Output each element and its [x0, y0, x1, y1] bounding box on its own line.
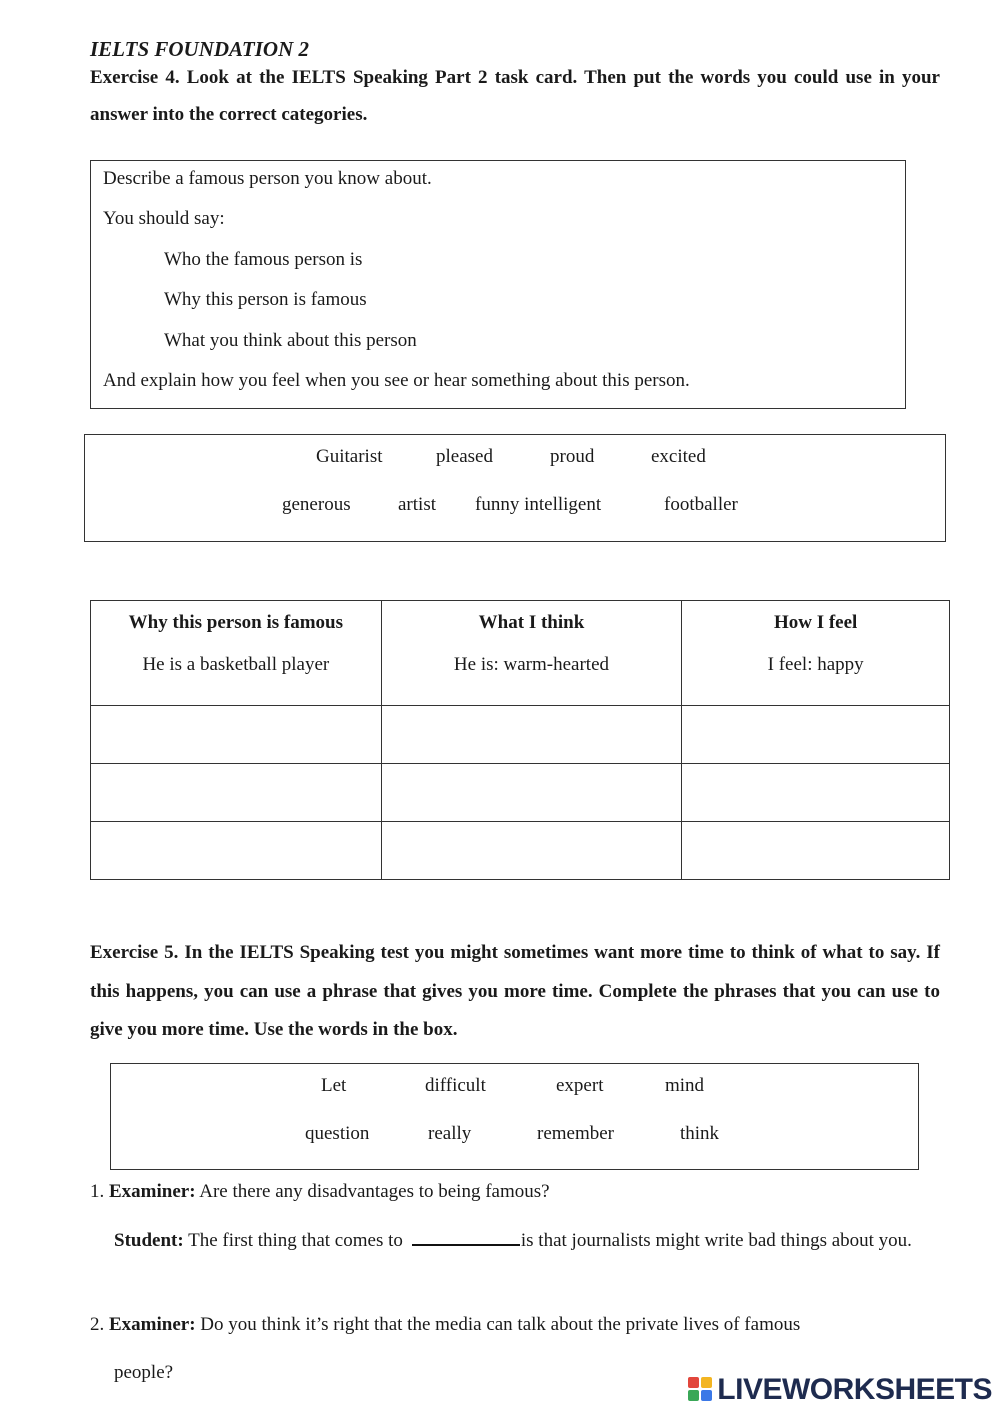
student-text-before: The first thing that comes to	[188, 1230, 403, 1251]
task-card-prompt: Describe a famous person you know about.	[103, 168, 432, 189]
logo-text: LIVEWORKSHEETS	[717, 1373, 992, 1406]
table-header-row	[91, 601, 950, 706]
logo-mark-icon	[688, 1377, 714, 1403]
liveworksheets-logo[interactable]	[688, 1373, 992, 1407]
answer-drop-cell[interactable]	[682, 764, 950, 822]
exercise-5-label: Exercise 5	[90, 942, 174, 963]
task-card-point: What you think about this person	[164, 330, 417, 351]
word-chip[interactable]: artist	[398, 494, 436, 515]
task-card	[90, 160, 906, 409]
exercise-5-instruction-text: . In the IELTS Speaking test you might sometimes want more time to think of what to say. If this happens, you can use a phrase that gives you more time. Complete the phrases that you can use to give you more time. Use the words in the box.	[90, 942, 940, 1040]
word-chip[interactable]: really	[428, 1123, 472, 1144]
answer-drop-cell[interactable]	[381, 764, 682, 822]
question-number: 2.	[90, 1314, 105, 1335]
table-cell	[682, 601, 950, 706]
task-card-should-say: You should say:	[103, 208, 225, 229]
example-answer: I feel: happy	[767, 654, 864, 675]
examiner-label: Examiner:	[109, 1314, 196, 1335]
word-chip[interactable]: mind	[665, 1075, 705, 1096]
exercise-4-instruction: Exercise 4. Look at the IELTS Speaking Part 2 task card. Then put the words you could use in your answer into the correct categories.	[90, 67, 940, 125]
word-chip[interactable]: expert	[556, 1075, 604, 1096]
document-title: IELTS FOUNDATION 2	[90, 37, 309, 61]
student-label: Student:	[114, 1230, 184, 1251]
word-chip[interactable]: question	[305, 1123, 370, 1144]
table-cell	[91, 601, 382, 706]
table-cell	[381, 601, 682, 706]
word-box-exercise-4	[84, 434, 946, 542]
answer-drop-cell[interactable]	[91, 764, 382, 822]
category-table	[90, 600, 950, 880]
word-chip[interactable]: difficult	[425, 1075, 486, 1096]
answer-drop-cell[interactable]	[91, 822, 382, 880]
answer-drop-cell[interactable]	[381, 706, 682, 764]
answer-drop-cell[interactable]	[682, 822, 950, 880]
answer-row	[91, 706, 950, 764]
word-chip[interactable]: generous	[282, 494, 351, 515]
answer-row	[91, 764, 950, 822]
answer-blank[interactable]	[412, 1228, 520, 1246]
examiner-question: Do you think it’s right that the media can talk about the private lives of famous	[200, 1314, 801, 1335]
word-chip[interactable]: think	[680, 1123, 720, 1144]
word-chip[interactable]: funny intelligent	[475, 494, 602, 515]
example-answer: He is a basketball player	[142, 654, 330, 675]
exercise-5-instruction	[90, 934, 940, 1050]
word-chip[interactable]: proud	[550, 446, 595, 467]
word-chip[interactable]: pleased	[436, 446, 493, 467]
word-chip[interactable]: footballer	[664, 494, 738, 515]
question-2-continuation: people?	[114, 1362, 174, 1383]
examiner-label: Examiner:	[109, 1181, 196, 1202]
student-text-after: is that journalists might write bad things about you.	[520, 1230, 912, 1251]
column-header: How I feel	[773, 612, 858, 633]
question-2-examiner	[90, 1314, 800, 1336]
task-card-point: Why this person is famous	[164, 289, 367, 310]
examiner-question: Are there any disadvantages to being famous?	[199, 1181, 550, 1202]
task-card-point: Who the famous person is	[164, 249, 363, 270]
word-chip[interactable]: Let	[321, 1075, 347, 1096]
word-chip[interactable]: excited	[651, 446, 706, 467]
word-chip[interactable]: remember	[537, 1123, 615, 1144]
column-header: What I think	[478, 612, 585, 633]
column-header: Why this person is famous	[128, 612, 343, 633]
answer-drop-cell[interactable]	[682, 706, 950, 764]
answer-drop-cell[interactable]	[381, 822, 682, 880]
task-card-closing: And explain how you feel when you see or hear something about this person.	[103, 370, 690, 391]
question-number: 1.	[90, 1181, 105, 1202]
answer-row	[91, 822, 950, 880]
question-1-student	[114, 1222, 940, 1259]
answer-drop-cell[interactable]	[91, 706, 382, 764]
word-chip[interactable]: Guitarist	[316, 446, 383, 467]
word-box-exercise-5	[110, 1063, 919, 1170]
example-answer: He is: warm-hearted	[453, 654, 610, 675]
question-1-examiner	[90, 1181, 550, 1203]
